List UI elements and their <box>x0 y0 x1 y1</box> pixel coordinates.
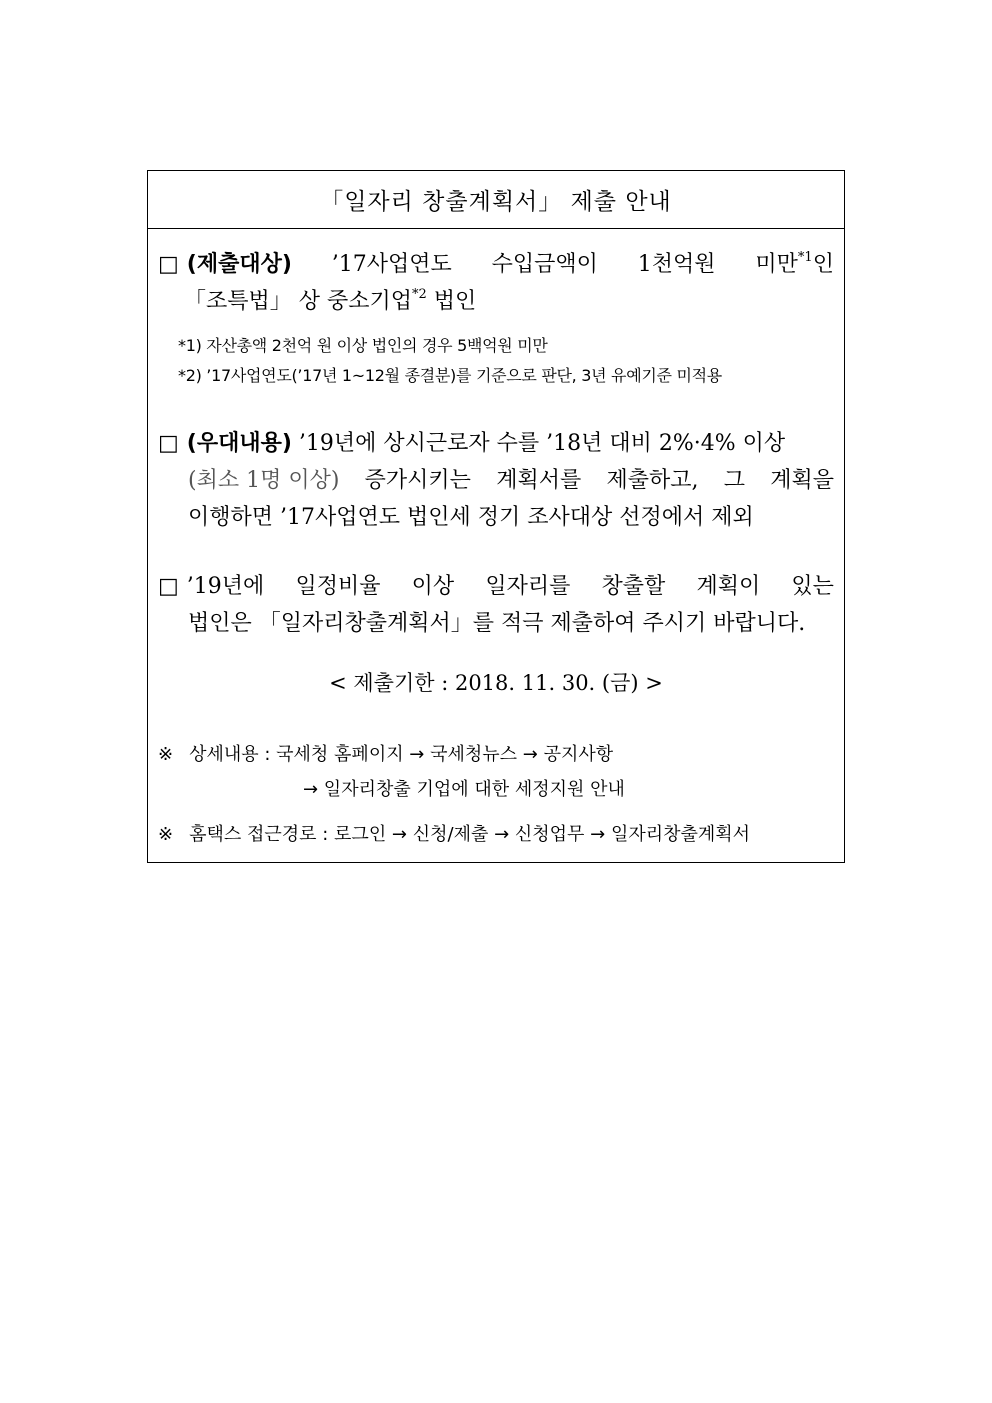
section1-word: 수입금액이 <box>491 252 598 277</box>
reference-mark-icon: ※ <box>158 744 174 765</box>
section2-label: (우대내용) <box>186 431 292 456</box>
notice-box <box>147 170 845 863</box>
section3-word: 창출할 <box>601 574 666 599</box>
section1-word: 1천억원 <box>637 252 716 277</box>
section2-word: 계획서를 <box>496 468 582 493</box>
guide-detail-line2: → 일자리창출 기업에 대한 세정지원 안내 <box>303 779 625 800</box>
section2-word: 제출하고, <box>606 468 699 493</box>
checkbox-bullet-icon: □ <box>158 252 179 277</box>
section2-line1-text: ’19년에 상시근로자 수를 ’18년 대비 2%·4% 이상 <box>291 431 786 456</box>
section3-line1 <box>158 569 834 600</box>
footnote-ref-2: *2 <box>412 286 427 302</box>
section2-line3: 이행하면 ’17사업연도 법인세 정기 조사대상 선정에서 제외 <box>188 505 754 530</box>
footnote-1: *1) 자산총액 2천억 원 이상 법인의 경우 5백억원 미만 <box>178 336 548 355</box>
section2-word: (최소 1명 이상) <box>188 468 340 493</box>
section2-line1 <box>158 426 844 457</box>
section1-line2 <box>184 284 844 315</box>
deadline: < 제출기한 : 2018. 11. 30. (금) > <box>329 671 663 695</box>
guide-hometax-line <box>158 820 844 846</box>
section1-tail <box>755 247 834 278</box>
section3-line2: 법인은 「일자리창출계획서」를 적극 제출하여 주시기 바랍니다. <box>188 611 806 636</box>
section3-word: 있는 <box>791 574 834 599</box>
section3-word: 이상 <box>411 574 455 599</box>
section2-line2 <box>188 463 834 494</box>
footnote-2: *2) ’17사업연도(’17년 1~12월 종결분)를 기준으로 판단, 3년 유예기준 미적용 <box>178 366 722 385</box>
section3-word: 일정비율 <box>295 574 381 599</box>
section1-target-text: 「조특법」 상 중소기업 <box>184 289 413 314</box>
section3-word: ’19년에 <box>186 574 265 599</box>
section1-word-suffix: 인 <box>812 252 834 277</box>
checkbox-bullet-icon: □ <box>158 431 179 456</box>
section2-word: 계획을 <box>770 468 834 493</box>
guide-hometax-text: 홈택스 접근경로 : 로그인 → 신청/제출 → 신청업무 → 일자리창출계획서 <box>189 824 751 845</box>
section1-word: ’17사업연도 <box>331 252 452 277</box>
section3-word: 계획이 <box>696 574 761 599</box>
section3-head <box>158 569 264 600</box>
reference-mark-icon: ※ <box>158 824 174 845</box>
notice-title: 「일자리 창출계획서」 제출 안내 <box>148 171 844 229</box>
section3-word: 일자리를 <box>485 574 571 599</box>
guide-detail-line1 <box>158 740 844 766</box>
section1-word: 미만 <box>755 252 798 277</box>
section1-target-suffix: 법인 <box>426 289 477 314</box>
section2-word: 증가시키는 <box>364 468 471 493</box>
guide-detail-text: 상세내용 : 국세청 홈페이지 → 국세청뉴스 → 공지사항 <box>189 744 614 765</box>
section2-word: 그 <box>723 468 745 493</box>
section1-label: (제출대상) <box>186 252 292 277</box>
section1-head <box>158 247 292 278</box>
section1-line1 <box>158 247 834 278</box>
checkbox-bullet-icon: □ <box>158 574 179 599</box>
footnote-ref-1: *1 <box>797 249 813 265</box>
